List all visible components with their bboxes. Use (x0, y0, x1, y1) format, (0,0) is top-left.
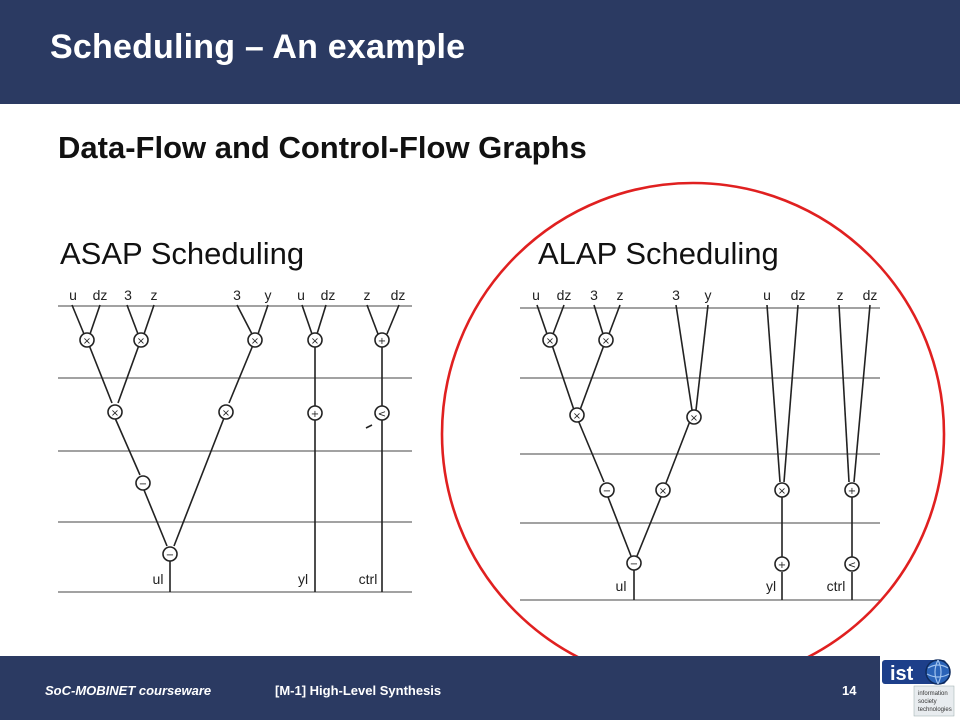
asap-op: − (138, 479, 148, 490)
asap-op: × (82, 336, 92, 347)
asap-op: × (310, 336, 320, 347)
asap-op: < (377, 409, 387, 420)
asap-op: × (110, 408, 120, 419)
ist-logo-icon (880, 656, 960, 720)
alap-output: ul (615, 578, 627, 594)
asap-input: u (297, 287, 305, 303)
asap-input: u (69, 287, 77, 303)
footer-course: SoC-MOBINET courseware (45, 683, 212, 698)
alap-op: × (601, 336, 611, 347)
asap-input: y (264, 287, 272, 303)
alap-op: < (847, 560, 857, 571)
asap-input: 3 (124, 287, 132, 303)
asap-op: × (221, 408, 231, 419)
asap-op: + (310, 409, 320, 420)
alap-op: × (545, 336, 555, 347)
alap-op: − (602, 486, 612, 497)
alap-output: yl (765, 578, 777, 594)
alap-op: + (777, 560, 787, 571)
alap-output: ctrl (826, 578, 846, 594)
asap-output: yl (297, 571, 309, 587)
asap-op: × (250, 336, 260, 347)
alap-input: z (616, 287, 624, 303)
alap-input: dz (790, 287, 806, 303)
slide-subtitle: Data-Flow and Control-Flow Graphs (58, 130, 587, 165)
svg-text:ist: ist (890, 663, 914, 685)
asap-label: ASAP Scheduling (60, 236, 305, 271)
alap-op: × (658, 486, 668, 497)
alap-op: × (777, 486, 787, 497)
ist-logo (880, 656, 960, 720)
alap-input: dz (862, 287, 878, 303)
alap-op: × (572, 411, 582, 422)
asap-input: 3 (233, 287, 241, 303)
alap-input: dz (556, 287, 572, 303)
footer-module: [M-1] High-Level Synthesis (275, 683, 442, 698)
alap-input: u (532, 287, 540, 303)
alap-op: × (689, 413, 699, 424)
alap-input: 3 (590, 287, 598, 303)
asap-op: − (165, 550, 175, 561)
asap-input: z (150, 287, 158, 303)
page-number: 14 (842, 683, 857, 698)
svg-text:information: information (918, 691, 948, 697)
alap-label: ALAP Scheduling (538, 236, 779, 271)
asap-op: + (377, 336, 387, 347)
alap-input: u (763, 287, 771, 303)
asap-output: ctrl (358, 571, 378, 587)
highlight-circle (442, 183, 944, 685)
slide-title: Scheduling – An example (50, 28, 466, 66)
alap-input: 3 (672, 287, 680, 303)
svg-text:technologies: technologies (918, 707, 952, 713)
asap-input: z (363, 287, 371, 303)
asap-input: dz (390, 287, 406, 303)
asap-op: × (136, 336, 146, 347)
alap-input: y (704, 287, 712, 303)
alap-op: + (847, 486, 857, 497)
asap-input: dz (92, 287, 108, 303)
alap-op: − (629, 559, 639, 570)
asap-output: ul (152, 571, 164, 587)
svg-text:society: society (918, 699, 937, 705)
alap-input: z (836, 287, 844, 303)
asap-input: dz (320, 287, 336, 303)
